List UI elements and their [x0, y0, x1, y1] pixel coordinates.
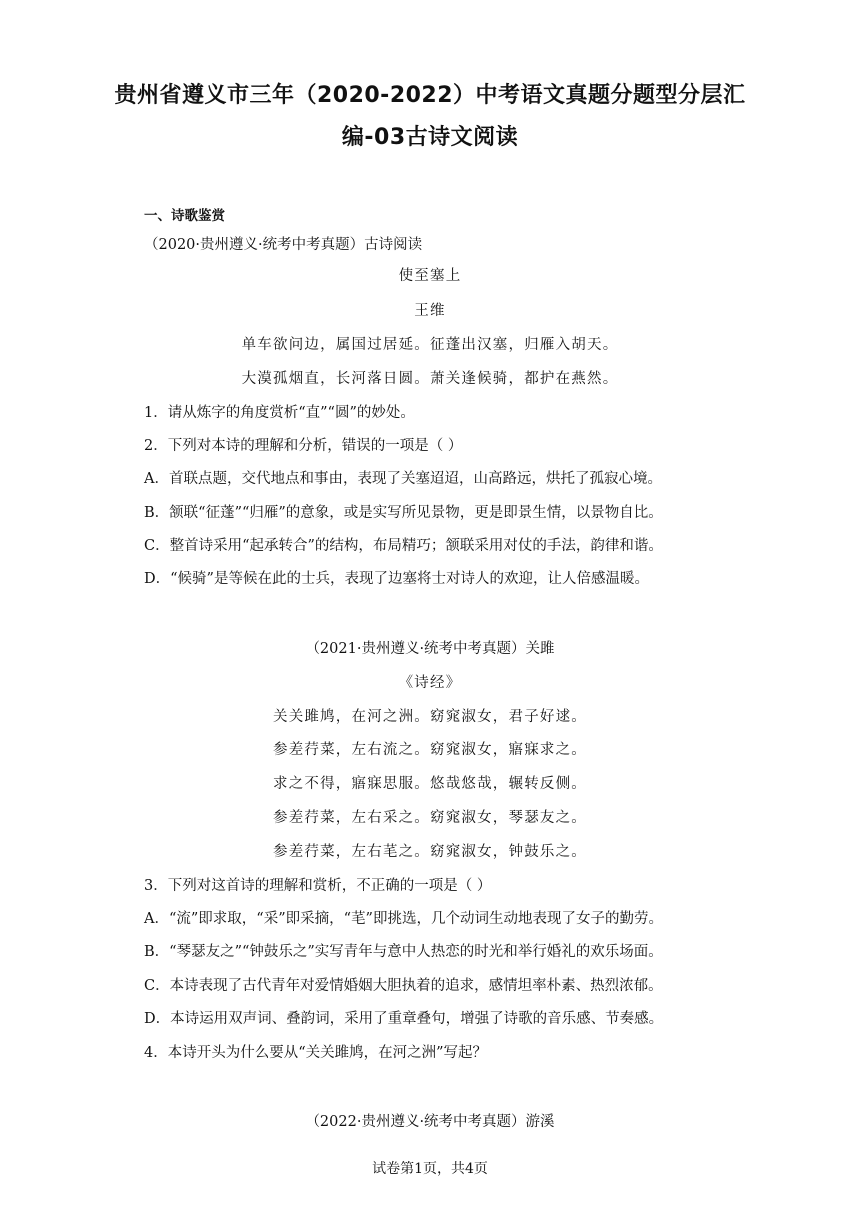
- title-line-1: 贵州省遵义市三年（2020-2022）中考语文真题分题型分层汇: [114, 83, 746, 108]
- option-c: C．整首诗采用“起承转合”的结构，布局精巧；颔联采用对仗的手法，韵律和谐。: [144, 538, 663, 554]
- poem-line: 关关雎鸠，在河之洲。窈窕淑女，君子好逑。: [273, 709, 587, 725]
- poem-line: 参差荇菜，左右流之。窈窕淑女，寤寐求之。: [273, 742, 587, 758]
- question-3: 3．下列对这首诗的理解和赏析，不正确的一项是（ ）: [144, 878, 492, 894]
- option-b: B．“琴瑟友之”“钟鼓乐之”实写青年与意中人热恋的时光和举行婚礼的欢乐场面。: [144, 944, 663, 960]
- question-4: 4．本诗开头为什么要从“关关雎鸠，在河之洲”写起？: [144, 1045, 488, 1061]
- option-d: D．本诗运用双声词、叠韵词，采用了重章叠句，增强了诗歌的音乐感、节奏感。: [144, 1011, 664, 1027]
- option-b: B．颔联“征蓬”“归雁”的意象，或是实写所见景物，更是即景生情，以景物自比。: [144, 505, 663, 521]
- poem-line: 参差荇菜，左右芼之。窈窕淑女，钟鼓乐之。: [273, 844, 587, 860]
- poem-line: 求之不得，寤寐思服。悠哉悠哉，辗转反侧。: [273, 776, 587, 792]
- poem-source: （2022·贵州遵义·统考中考真题）游溪: [305, 1114, 555, 1130]
- poem-line: 单车欲问边，属国过居延。征蓬出汉塞，归雁入胡天。: [241, 337, 619, 353]
- option-a: A．“流”即求取，“采”即采摘，“芼”即挑选，几个动词生动地表现了女子的勤劳。: [144, 911, 663, 927]
- poem-line: 大漠孤烟直，长河落日圆。萧关逢候骑，都护在燕然。: [241, 371, 619, 387]
- poem-author: 《诗经》: [398, 675, 462, 691]
- poem-author: 王维: [414, 303, 446, 319]
- option-c: C．本诗表现了古代青年对爱情婚姻大胆执着的追求，感情坦率朴素、热烈浓郁。: [144, 978, 663, 994]
- poem-line: 参差荇菜，左右采之。窈窕淑女，琴瑟友之。: [273, 810, 587, 826]
- page-footer: 试卷第1页，共4页: [372, 1161, 488, 1177]
- question-1: 1．请从炼字的角度赏析“直”“圆”的妙处。: [144, 405, 415, 421]
- question-2: 2．下列对本诗的理解和分析，错误的一项是（ ）: [144, 438, 463, 454]
- poem-source: （2021·贵州遵义·统考中考真题）关雎: [305, 641, 555, 657]
- option-d: D．“候骑”是等候在此的士兵，表现了边塞将士对诗人的欢迎，让人倍感温暖。: [144, 571, 649, 587]
- title-line-2: 编-03古诗文阅读: [341, 125, 519, 150]
- poem-title: 使至塞上: [398, 268, 462, 284]
- poem-source: （2020·贵州遵义·统考中考真题）古诗阅读: [144, 237, 423, 253]
- section-heading: 一、诗歌鉴赏: [144, 208, 225, 224]
- option-a: A．首联点题，交代地点和事由，表现了关塞迢迢，山高路远，烘托了孤寂心境。: [144, 471, 662, 487]
